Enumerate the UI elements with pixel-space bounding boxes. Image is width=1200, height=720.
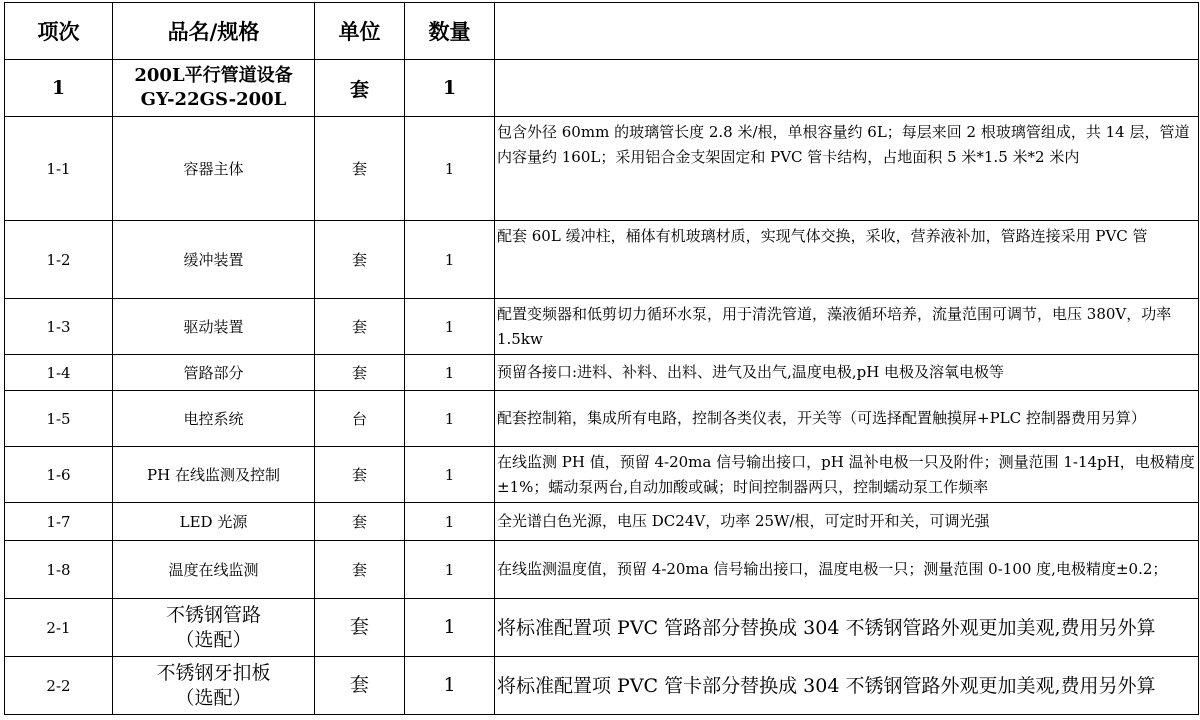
row-qty: 1 (405, 299, 495, 355)
header-unit: 单位 (315, 3, 405, 60)
table-row (5, 221, 1199, 299)
header-desc (495, 3, 1199, 60)
main-desc (495, 60, 1199, 117)
row-name: 温度在线监测 (113, 541, 315, 599)
row-name: PH 在线监测及控制 (113, 447, 315, 503)
option-name-line2: （选配） (175, 686, 252, 709)
row-qty: 1 (405, 117, 495, 221)
main-qty: 1 (405, 60, 495, 117)
main-unit: 套 (315, 60, 405, 117)
header-row (5, 3, 1199, 60)
row-desc: 包含外径 60mm 的玻璃管长度 2.8 米/根，单根容量约 6L；每层来回 2 根玻璃管组成，共 14 层，管道内容量约 160L；采用铝合金支架固定和 PVC 管卡结构，占地面积 5 米*1.5 米*2 米内 (495, 117, 1199, 221)
option-desc: 将标准配置项 PVC 管卡部分替换成 304 不锈钢管路外观更加美观,费用另外算 (495, 657, 1199, 715)
table-row (5, 355, 1199, 391)
option-row (5, 657, 1199, 715)
option-no: 2-2 (5, 657, 113, 715)
main-row (5, 60, 1199, 117)
row-unit: 套 (315, 541, 405, 599)
row-unit: 套 (315, 355, 405, 391)
main-name-line1: 200L平行管道设备 (134, 65, 293, 86)
option-no: 2-1 (5, 599, 113, 657)
option-qty: 1 (405, 657, 495, 715)
row-name: 缓冲装置 (113, 221, 315, 299)
row-qty: 1 (405, 391, 495, 447)
row-desc: 在线监测 PH 值，预留 4-20ma 信号输出接口，pH 温补电极一只及附件；测量范围 1-14pH，电极精度±1%；蠕动泵两台,自动加酸或碱；时间控制器两只，控制蠕动泵工作频率 (495, 447, 1199, 503)
row-no: 1-4 (5, 355, 113, 391)
row-desc: 配套控制箱，集成所有电路，控制各类仪表，开关等（可选择配置触摸屏+PLC 控制器费用另算） (495, 391, 1199, 447)
row-qty: 1 (405, 541, 495, 599)
row-name: 驱动装置 (113, 299, 315, 355)
equipment-spec-table (4, 2, 1199, 715)
option-row (5, 599, 1199, 657)
option-name (113, 657, 315, 715)
row-unit: 套 (315, 299, 405, 355)
table-row (5, 503, 1199, 541)
row-qty: 1 (405, 503, 495, 541)
row-no: 1-7 (5, 503, 113, 541)
row-no: 1-6 (5, 447, 113, 503)
row-desc: 预留各接口:进料、补料、出料、进气及出气,温度电极,pH 电极及溶氧电极等 (495, 355, 1199, 391)
table-row (5, 117, 1199, 221)
row-desc: 配套 60L 缓冲柱，桶体有机玻璃材质，实现气体交换，采收，营养液补加，管路连接采用 PVC 管 (495, 221, 1199, 299)
row-desc: 配置变频器和低剪切力循环水泵，用于清洗管道，藻液循环培养，流量范围可调节，电压 380V，功率 1.5kw (495, 299, 1199, 355)
header-no: 项次 (5, 3, 113, 60)
main-name-line2: GY-22GS-200L (140, 89, 287, 110)
row-qty: 1 (405, 221, 495, 299)
table-row (5, 447, 1199, 503)
row-desc: 在线监测温度值，预留 4-20ma 信号输出接口，温度电极一只；测量范围 0-100 度,电极精度±0.2； (495, 541, 1199, 599)
row-unit: 套 (315, 221, 405, 299)
table-row (5, 391, 1199, 447)
row-no: 1-2 (5, 221, 113, 299)
row-name: 电控系统 (113, 391, 315, 447)
main-no: 1 (5, 60, 113, 117)
row-unit: 套 (315, 117, 405, 221)
table-row (5, 541, 1199, 599)
row-name: 容器主体 (113, 117, 315, 221)
row-unit: 台 (315, 391, 405, 447)
option-name-line2: （选配） (175, 628, 252, 651)
row-no: 1-1 (5, 117, 113, 221)
row-unit: 套 (315, 447, 405, 503)
row-name: LED 光源 (113, 503, 315, 541)
option-name (113, 599, 315, 657)
row-unit: 套 (315, 503, 405, 541)
option-unit: 套 (315, 599, 405, 657)
header-qty: 数量 (405, 3, 495, 60)
row-name: 管路部分 (113, 355, 315, 391)
option-desc: 将标准配置项 PVC 管路部分替换成 304 不锈钢管路外观更加美观,费用另外算 (495, 599, 1199, 657)
row-no: 1-3 (5, 299, 113, 355)
table-row (5, 299, 1199, 355)
row-no: 1-5 (5, 391, 113, 447)
option-name-line1: 不锈钢牙扣板 (156, 661, 271, 684)
option-qty: 1 (405, 599, 495, 657)
main-name (113, 60, 315, 117)
row-no: 1-8 (5, 541, 113, 599)
header-name: 品名/规格 (113, 3, 315, 60)
row-qty: 1 (405, 355, 495, 391)
option-name-line1: 不锈钢管路 (165, 603, 261, 626)
row-desc: 全光谱白色光源，电压 DC24V，功率 25W/根，可定时开和关，可调光强 (495, 503, 1199, 541)
option-unit: 套 (315, 657, 405, 715)
row-qty: 1 (405, 447, 495, 503)
